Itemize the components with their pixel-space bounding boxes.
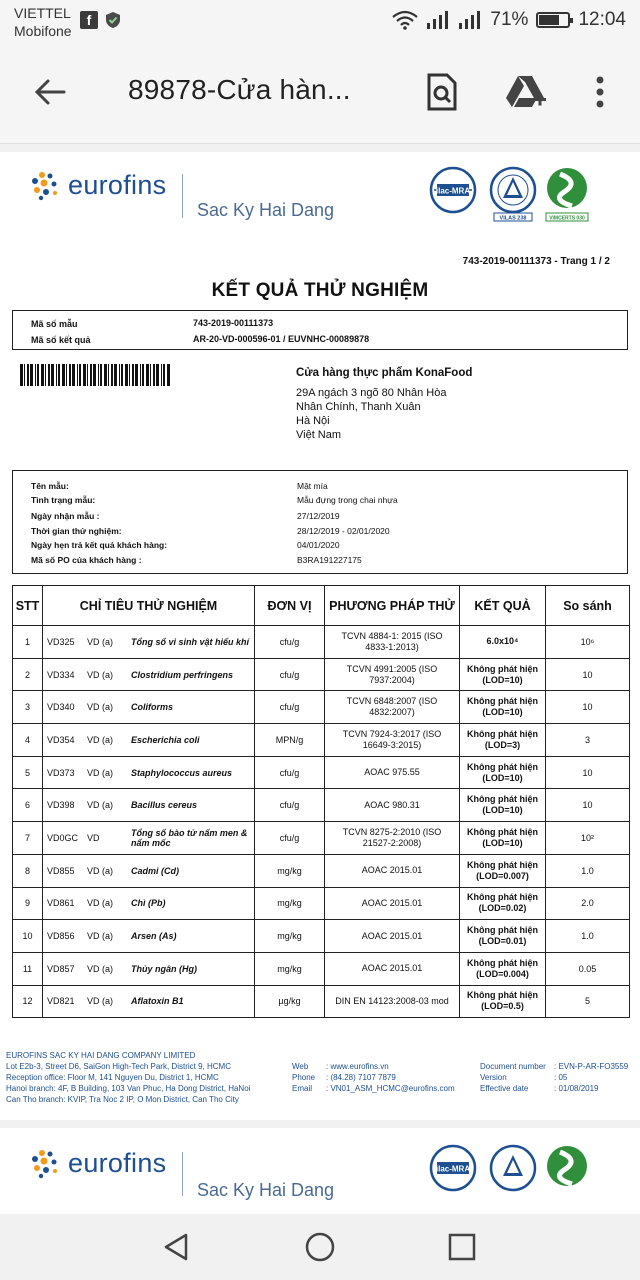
wifi-icon	[392, 10, 418, 30]
row-result: Không phát hiện (LOD=3)	[460, 724, 546, 757]
table-header-row	[13, 586, 630, 626]
boa-accreditation-icon	[486, 164, 540, 222]
row-code: VD398	[47, 800, 75, 811]
row-result: Không phát hiện (LOD=0.5)	[460, 985, 546, 1018]
row-code: VD855	[47, 865, 75, 876]
barcode-bar	[51, 364, 54, 386]
report-title: KẾT QUẢ THỬ NGHIỆM	[211, 280, 429, 301]
brand-name-page2: eurofins	[68, 1148, 167, 1178]
row-type: VD (a)	[87, 702, 114, 713]
row-type: VD (a)	[87, 898, 114, 909]
row-compare: 10	[546, 789, 630, 822]
row-unit: cfu/g	[255, 789, 325, 822]
add-to-drive-icon[interactable]	[504, 72, 548, 112]
test-time-label: Thời gian thử nghiệm:	[31, 526, 122, 536]
carrier-info	[14, 4, 72, 40]
received-date-label: Ngày nhận mẫu :	[31, 511, 100, 521]
barcode-bar	[114, 364, 117, 386]
barcode-bar	[58, 364, 60, 386]
sample-name-value: Mật mía	[297, 481, 328, 491]
row-compare: 10²	[546, 822, 630, 855]
row-test-name: Escherichia coli	[131, 734, 200, 745]
signal-icon-1	[426, 10, 450, 30]
footer-web-label: Web	[292, 1062, 309, 1071]
table-row	[13, 822, 630, 855]
barcode-bar	[142, 364, 144, 386]
row-unit: cfu/g	[255, 626, 325, 659]
nav-home-icon[interactable]	[304, 1231, 336, 1263]
row-type: VD	[87, 832, 100, 843]
report-id: 743-2019-00111373 - Trang 1 / 2	[462, 256, 610, 267]
row-stt: 10	[13, 920, 43, 953]
row-test-name: Cadmi (Cd)	[131, 865, 179, 876]
row-code: VD0GC	[47, 832, 79, 843]
sample-status-value: Mẫu đựng trong chai nhựa	[297, 495, 398, 505]
barcode-bar	[79, 364, 81, 386]
row-method: TCVN 4991:2005 (ISO 7937:2004)	[325, 658, 460, 691]
table-row	[13, 724, 630, 757]
row-type: VD (a)	[87, 734, 114, 745]
row-criteria	[43, 822, 255, 855]
row-method: TCVN 7924-3:2017 (ISO 16649-3:2015)	[325, 724, 460, 757]
footer-docnum-value: : EVN-P-AR-FO3559	[554, 1062, 629, 1071]
eurofins-logo	[30, 170, 166, 201]
row-method: AOAC 2015.01	[325, 854, 460, 887]
barcode-bar	[163, 364, 165, 386]
row-stt: 8	[13, 854, 43, 887]
barcode-bar	[140, 364, 141, 386]
row-unit: MPN/g	[255, 724, 325, 757]
barcode-bar	[69, 364, 71, 386]
footer-company	[6, 1050, 250, 1105]
row-stt: 9	[13, 887, 43, 920]
battery-icon	[536, 12, 570, 28]
footer-contact-values	[326, 1061, 455, 1094]
signal-icon-2	[458, 10, 482, 30]
row-result: Không phát hiện (LOD=10)	[460, 789, 546, 822]
customer-address	[296, 366, 472, 442]
row-result: Không phát hiện (LOD=10)	[460, 822, 546, 855]
barcode-bar	[132, 364, 134, 386]
clock: 12:04	[578, 9, 626, 30]
barcode-bar	[153, 364, 155, 386]
row-test-name: Coliforms	[131, 702, 174, 713]
row-criteria	[43, 985, 255, 1018]
row-test-name: Tổng số vi sinh vật hiếu khí	[131, 636, 250, 647]
barcode-bar	[66, 364, 67, 386]
row-criteria	[43, 756, 255, 789]
more-options-icon[interactable]	[590, 72, 610, 112]
status-bar	[0, 0, 640, 44]
barcode-bar	[161, 364, 162, 386]
row-unit: cfu/g	[255, 658, 325, 691]
row-type: VD (a)	[87, 931, 114, 942]
po-label: Mã số PO của khách hàng :	[31, 555, 142, 565]
barcode-bar	[150, 364, 151, 386]
row-criteria	[43, 952, 255, 985]
ilac-mra-icon	[426, 1142, 480, 1200]
facebook-icon: f	[80, 11, 98, 29]
row-unit: mg/kg	[255, 854, 325, 887]
results-table	[12, 585, 630, 1018]
row-result: Không phát hiện (LOD=10)	[460, 658, 546, 691]
row-result: Không phát hiện (LOD=10)	[460, 691, 546, 724]
row-stt: 3	[13, 691, 43, 724]
barcode-bar	[111, 364, 113, 386]
row-code: VD856	[47, 931, 75, 942]
header-unit: ĐƠN VỊ	[255, 586, 325, 626]
barcode-bar	[56, 364, 57, 386]
barcode-bar	[30, 364, 33, 386]
result-code-value: AR-20-VD-000596-01 / EUVNHC-00089878	[193, 334, 370, 344]
brand-subtitle: Sac Ky Hai Dang	[197, 200, 335, 220]
document-title: 89878-Cửa hàn...	[128, 74, 351, 105]
row-result: Không phát hiện (LOD=10)	[460, 756, 546, 789]
carrier-1: VIETTEL	[14, 5, 71, 21]
row-criteria	[43, 920, 255, 953]
row-type: VD (a)	[87, 865, 114, 876]
row-method: TCVN 6848:2007 (ISO 4832:2007)	[325, 691, 460, 724]
sample-code-label: Mã số mẫu	[31, 319, 78, 329]
row-type: VD (a)	[87, 636, 114, 647]
row-code: VD861	[47, 898, 75, 909]
ilac-mra-icon	[426, 164, 480, 222]
footer-doc-labels	[480, 1061, 546, 1094]
barcode-bar	[135, 364, 138, 386]
row-unit: mg/kg	[255, 952, 325, 985]
document-footer	[0, 1050, 640, 1120]
eurofins-dots-icon	[30, 171, 62, 201]
barcode-bar	[98, 364, 99, 386]
logo-divider	[182, 174, 183, 218]
footer-version-value: : 05	[554, 1073, 568, 1082]
po-value: B3RA191227175	[297, 555, 362, 565]
row-test-name: Clostridium perfringens	[131, 669, 234, 680]
system-nav-bar	[0, 1214, 640, 1280]
barcode-bar	[90, 364, 92, 386]
result-code-label: Mã số kết quả	[31, 335, 91, 345]
row-stt: 1	[13, 626, 43, 659]
nav-recents-icon[interactable]	[446, 1231, 478, 1263]
footer-contact-labels	[292, 1061, 315, 1094]
footer-email-value: : VN01_ASM_HCMC@eurofins.com	[326, 1084, 455, 1093]
table-row	[13, 920, 630, 953]
row-test-name: Thủy ngân (Hg)	[131, 963, 197, 974]
row-type: VD (a)	[87, 669, 114, 680]
sample-code-box	[12, 310, 628, 350]
barcode-bar	[77, 364, 78, 386]
table-row	[13, 626, 630, 659]
barcode-bar	[108, 364, 109, 386]
barcode-bar	[167, 364, 170, 386]
row-code: VD857	[47, 963, 75, 974]
barcode-bar	[37, 364, 39, 386]
table-row	[13, 985, 630, 1018]
header-compare: So sánh	[546, 586, 630, 626]
row-result: Không phát hiện (LOD=0.02)	[460, 887, 546, 920]
vilas-label: VILAS 238	[499, 215, 527, 222]
row-compare: 0.05	[546, 952, 630, 985]
row-test-name: Chì (Pb)	[131, 898, 166, 909]
row-method: AOAC 2015.01	[325, 887, 460, 920]
boa-accreditation-icon	[486, 1142, 540, 1200]
row-stt: 11	[13, 952, 43, 985]
eurofins-dots-icon	[30, 1149, 62, 1179]
row-type: VD (a)	[87, 800, 114, 811]
header-result: KẾT QUẢ	[460, 586, 546, 626]
return-date-label: Ngày hẹn trả kết quả khách hàng:	[31, 540, 168, 550]
row-compare: 10⁶	[546, 626, 630, 659]
footer-cantho: Can Tho branch: KVIP, Tra Noc 2 IP, O Mon District, Can Tho City	[6, 1095, 239, 1104]
table-row	[13, 756, 630, 789]
footer-reception: Reception office: Floor M, 141 Nguyen Du, District 1, HCMC	[6, 1073, 219, 1082]
received-date-value: 27/12/2019	[297, 511, 340, 521]
row-method: AOAC 2015.01	[325, 952, 460, 985]
vimcerts-icon	[540, 164, 594, 222]
carrier-2: Mobifone	[14, 23, 72, 39]
row-type: VD (a)	[87, 996, 114, 1007]
row-compare: 3	[546, 724, 630, 757]
row-result: 6.0x10⁴	[460, 626, 546, 659]
row-method: DIN EN 14123:2008-03 mod	[325, 985, 460, 1018]
notification-icons	[80, 11, 122, 29]
barcode-bar	[125, 364, 128, 386]
row-type: VD (a)	[87, 963, 114, 974]
footer-doc-values	[554, 1061, 628, 1094]
barcode-bar	[104, 364, 107, 386]
row-result: Không phát hiện (LOD=0.007)	[460, 854, 546, 887]
barcode-bar	[83, 364, 86, 386]
footer-hanoi: Hanoi branch: 4F, B Building, 103 Van Phuc, Ha Dong District, HaNoi	[6, 1084, 251, 1093]
barcode-bar	[41, 364, 44, 386]
row-code: VD821	[47, 996, 75, 1007]
barcode-bar	[129, 364, 130, 386]
barcode-bar	[156, 364, 159, 386]
row-method: TCVN 8275-2:2010 (ISO 21527-2:2008)	[325, 822, 460, 855]
row-test-name: Staphylococcus aureus	[131, 767, 233, 778]
row-stt: 12	[13, 985, 43, 1018]
footer-phone-label: Phone	[292, 1073, 316, 1082]
row-type: VD (a)	[87, 767, 114, 778]
row-stt: 5	[13, 756, 43, 789]
barcode	[20, 364, 170, 386]
row-test-name: Arsen (As)	[131, 931, 177, 942]
table-row	[13, 691, 630, 724]
row-compare: 1.0	[546, 854, 630, 887]
row-method: AOAC 980.31	[325, 789, 460, 822]
row-result: Không phát hiện (LOD=0.004)	[460, 952, 546, 985]
row-stt: 7	[13, 822, 43, 855]
footer-phone-value: : (84.28) 7107 7879	[326, 1073, 396, 1082]
customer-country: Việt Nam	[296, 429, 342, 441]
barcode-bar	[121, 364, 123, 386]
barcode-bar	[48, 364, 50, 386]
row-compare: 10	[546, 691, 630, 724]
row-method: AOAC 975.55	[325, 756, 460, 789]
row-criteria	[43, 789, 255, 822]
row-result: Không phát hiện (LOD=0.01)	[460, 920, 546, 953]
row-stt: 4	[13, 724, 43, 757]
brand-name: eurofins	[68, 170, 167, 200]
row-test-name: Bacillus cereus	[131, 800, 198, 811]
table-row	[13, 854, 630, 887]
row-criteria	[43, 724, 255, 757]
row-unit: cfu/g	[255, 756, 325, 789]
row-compare: 2.0	[546, 887, 630, 920]
footer-email-label: Email	[292, 1084, 313, 1093]
barcode-bar	[100, 364, 102, 386]
footer-effdate-label: Effective date	[480, 1084, 529, 1093]
table-row	[13, 789, 630, 822]
nav-back-icon[interactable]	[160, 1231, 192, 1263]
eurofins-logo-page2	[30, 1148, 166, 1179]
row-criteria	[43, 691, 255, 724]
barcode-bar	[24, 364, 25, 386]
svg-text:ilac-MRA: ilac-MRA	[435, 186, 471, 196]
row-stt: 6	[13, 789, 43, 822]
customer-city: Hà Nội	[296, 415, 330, 427]
row-stt: 2	[13, 658, 43, 691]
barcode-bar	[119, 364, 120, 386]
row-test-name: Tổng số bào tử nấm men & nấm mốc	[131, 827, 248, 848]
test-time-value: 28/12/2019 - 02/01/2020	[297, 526, 390, 536]
footer-version-label: Version	[480, 1073, 507, 1082]
row-code: VD373	[47, 767, 75, 778]
footer-lot: Lot E2b-3, Street D6, SaiGon High-Tech Park, District 9, HCMC	[6, 1062, 231, 1071]
barcode-bar	[27, 364, 29, 386]
table-row	[13, 658, 630, 691]
battery-percent: 71%	[490, 9, 529, 30]
header-method: PHƯƠNG PHÁP THỬ	[325, 586, 460, 626]
customer-name: Cửa hàng thực phẩm KonaFood	[296, 367, 473, 379]
footer-docnum-label: Document number	[480, 1062, 546, 1071]
search-document-icon[interactable]	[424, 72, 460, 112]
return-date-value: 04/01/2020	[297, 540, 340, 550]
vimcerts-label: VIMCERTS 030	[549, 215, 585, 222]
row-compare: 10	[546, 756, 630, 789]
status-right	[392, 9, 626, 31]
row-criteria	[43, 658, 255, 691]
letterhead	[0, 152, 640, 242]
row-code: VD334	[47, 669, 75, 680]
row-unit: cfu/g	[255, 822, 325, 855]
row-code: VD354	[47, 734, 75, 745]
results-body	[13, 626, 630, 1018]
table-row	[13, 887, 630, 920]
logo-divider-page2	[182, 1152, 183, 1196]
row-unit: mg/kg	[255, 920, 325, 953]
row-method: AOAC 2015.01	[325, 920, 460, 953]
customer-address-2: Nhân Chính, Thanh Xuân	[296, 401, 421, 413]
row-criteria	[43, 887, 255, 920]
row-test-name: Aflatoxin B1	[131, 996, 184, 1007]
row-unit: cfu/g	[255, 691, 325, 724]
footer-company-name: EUROFINS SAC KY HAI DANG COMPANY LIMITED	[6, 1051, 196, 1060]
footer-effdate-value: : 01/08/2019	[554, 1084, 599, 1093]
app-toolbar	[0, 44, 640, 144]
footer-web-value: : www.eurofins.vn	[326, 1062, 389, 1071]
row-compare: 10	[546, 658, 630, 691]
row-compare: 5	[546, 985, 630, 1018]
row-unit: µg/kg	[255, 985, 325, 1018]
customer-address-1: 29A ngách 3 ngõ 80 Nhân Hòa	[296, 387, 447, 399]
barcode-bar	[45, 364, 46, 386]
header-criteria: CHỈ TIÊU THỬ NGHIỆM	[43, 586, 255, 626]
row-code: VD340	[47, 702, 75, 713]
header-stt: STT	[13, 586, 43, 626]
barcode-bar	[62, 364, 65, 386]
barcode-bar	[146, 364, 149, 386]
row-criteria	[43, 626, 255, 659]
row-method: TCVN 4884-1: 2015 (ISO 4833-1:2013)	[325, 626, 460, 659]
sample-code-value: 743-2019-00111373	[193, 318, 274, 328]
sample-info-box	[12, 470, 628, 574]
battery-fill	[539, 15, 559, 25]
barcode-bar	[20, 364, 23, 386]
row-code: VD325	[47, 636, 75, 647]
barcode-bar	[72, 364, 75, 386]
row-criteria	[43, 854, 255, 887]
brand-subtitle-page2: Sac Ky Hai Dang	[197, 1180, 335, 1200]
back-arrow-icon[interactable]	[32, 74, 68, 110]
pdf-page-2-preview	[0, 1128, 640, 1214]
svg-text:ilac-MRA: ilac-MRA	[435, 1164, 471, 1174]
row-compare: 1.0	[546, 920, 630, 953]
row-unit: mg/kg	[255, 887, 325, 920]
shield-icon	[104, 11, 122, 29]
barcode-bar	[93, 364, 96, 386]
sample-status-label: Tình trạng mẫu:	[31, 495, 96, 505]
sample-name-label: Tên mẫu:	[31, 481, 69, 491]
barcode-bar	[87, 364, 88, 386]
barcode-bar	[35, 364, 36, 386]
vimcerts-icon	[540, 1142, 594, 1200]
pdf-page-1	[0, 152, 640, 1120]
table-row	[13, 952, 630, 985]
